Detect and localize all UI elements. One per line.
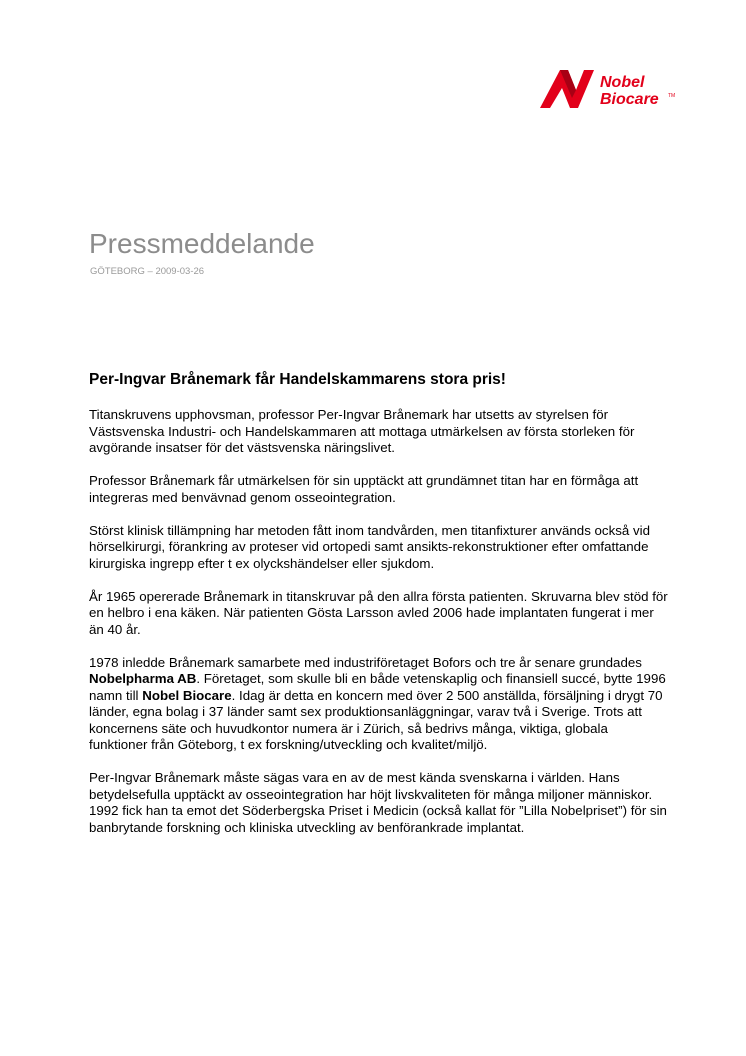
company-name-nobel-biocare: Nobel Biocare: [142, 687, 232, 703]
paragraph-5-text-c: . Företaget, som skulle bli en både vetenskaplig och finansiell succé, bytte 1996 namn till: [89, 671, 666, 703]
nobel-biocare-logo-mark: [538, 64, 688, 114]
paragraph-5-text-e: . Idag är detta en koncern med över 2 500 anställda, försäljning i drygt 70 länder, egna bolag i 37 länder samt sex produktionsanläggningar, varav två i Sverige. Trots att koncernens säte och huvudkontor numera är i Zürich, så bedrivs många, viktiga, globala funktioner från Göteborg, t ex forskning/utveckling och kvalitet/miljö.: [89, 687, 663, 752]
paragraph-4: År 1965 opererade Brånemark in titanskruvar på den allra första patienten. Skruvarna blev stöd för en helbro i ena käken. När patienten Gösta Larsson avled 2006 hade implantaten fungerat i mer än 40 år.: [89, 588, 668, 637]
paragraph-2: Professor Brånemark får utmärkelsen för sin upptäckt att grundämnet titan har en förmåga att integreras med benvävnad genom osseointegration.: [89, 473, 639, 505]
logo-line2: Biocare: [600, 91, 659, 108]
logo-trademark: TM: [668, 93, 676, 99]
article-headline: Per-Ingvar Brånemark får Handelskammarens stora pris!: [89, 371, 506, 388]
dateline: GÖTEBORG – 2009-03-26: [90, 266, 205, 277]
logo-line1: Nobel: [600, 74, 645, 91]
document-type-title: Pressmeddelande: [89, 228, 315, 259]
paragraph-3: Störst klinisk tillämpning har metoden fått inom tandvården, men titanfixturer används också vid hörselkirurgi, förankring av proteser vid ortopedi samt ansikts-rekonstruktioner efter omfattande kirurgiska ingrepp efter t ex olyckshändelser eller sjukdom.: [89, 522, 650, 571]
paragraph-1: Titanskruvens upphovsman, professor Per-Ingvar Brånemark har utsetts av styrelsen för Västsvenska Industri- och Handelskammaren att mottaga utmärkelsen av första storleken för avgörande insatser för det västsvenska näringslivet.: [89, 407, 635, 455]
paragraph-5: [89, 655, 669, 754]
paragraph-5-text-a: 1978 inledde Brånemark samarbete med industriföretaget Bofors och tre år senare grundades: [89, 654, 642, 670]
nobel-biocare-logo: [538, 64, 688, 114]
paragraph-6: Per-Ingvar Brånemark måste sägas vara en av de mest kända svenskarna i världen. Hans betydelsefulla upptäckt av osseointegration har höjt livskvaliteten för många miljoner människor. 1992 fick han ta emot det Söderbergska Priset i Medicin (också kallat för ”Lilla Nobelpriset”) för sin banbrytande forskning och kliniska utveckling av benförankrade implantat.: [89, 770, 667, 835]
company-name-nobelpharma: Nobelpharma AB: [89, 671, 197, 686]
article-body: [89, 407, 669, 853]
